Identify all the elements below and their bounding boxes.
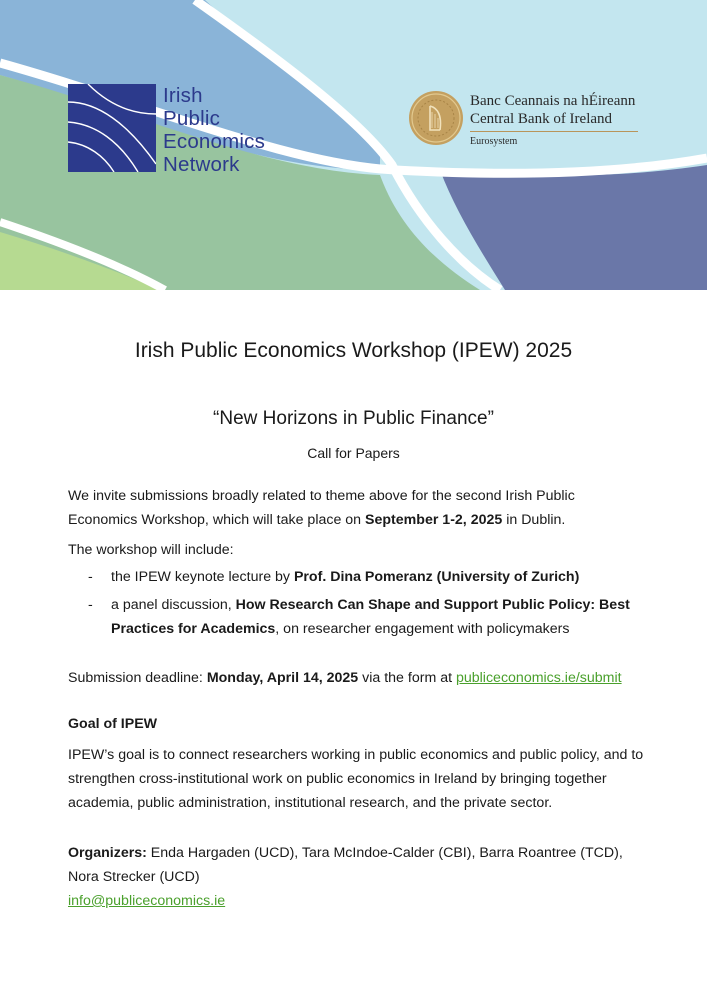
ipen-logo-line: Irish: [163, 84, 203, 107]
list-item-pre: a panel discussion,: [111, 597, 236, 613]
logo-divider: [470, 131, 638, 132]
ipen-logo-line: Network: [163, 153, 240, 176]
deadline-date: Monday, April 14, 2025: [206, 670, 359, 686]
eurosystem-label: Eurosystem: [470, 136, 518, 147]
page-title: Irish Public Economics Workshop (IPEW) 2025: [134, 339, 573, 362]
organizers-names: Enda Hargaden (UCD), Tara McIndoe-Calder (CBI), Barra Roantree (TCD), Nora Strecker (UCD): [68, 845, 623, 885]
ipen-logo-text: [163, 84, 265, 176]
call-for-papers-label: Call for Papers: [307, 445, 400, 461]
bullet-dash: -: [88, 597, 93, 613]
central-bank-logo: [408, 90, 648, 150]
harp-seal-icon: [408, 90, 464, 146]
submission-link[interactable]: publiceconomics.ie/submit: [455, 670, 622, 686]
list-item-text: [111, 593, 651, 641]
central-bank-name-irish: Banc Ceannais na hÉireann: [470, 93, 636, 109]
goal-heading: Goal of IPEW: [68, 716, 158, 732]
email-link[interactable]: info@publiceconomics.ie: [68, 893, 226, 909]
ipen-logo-line: Economics: [163, 130, 266, 153]
deadline-mid: via the form at: [358, 670, 456, 686]
keynote-speaker: Prof. Dina Pomeranz (University of Zurich): [293, 569, 580, 585]
header-banner: [0, 0, 707, 290]
central-bank-text: [470, 92, 638, 147]
list-item-pre: the IPEW keynote lecture by: [111, 569, 294, 585]
ipen-logo-mark-icon: [68, 84, 156, 172]
list-item-text: [111, 565, 651, 589]
deadline-paragraph: [68, 666, 648, 690]
workshop-dates: September 1-2, 2025: [365, 512, 503, 528]
central-bank-name-english: Central Bank of Ireland: [470, 111, 613, 127]
intro-text-end: in Dublin.: [502, 512, 566, 528]
ipen-logo: [68, 84, 288, 176]
deadline-label: Submission deadline:: [68, 670, 207, 686]
ipen-logo-line: Public: [163, 107, 221, 130]
goal-paragraph: IPEW’s goal is to connect researchers working in public economics and public policy, and to strengthen cross-institutional work on public economics in Ireland by bringing together academia, public administration, institutional research, and the private sector.: [68, 747, 644, 811]
subtitle: “New Horizons in Public Finance”: [213, 408, 494, 429]
intro-text: We invite submissions broadly related to theme above for the second Irish Public Economics Workshop, which will take place on: [68, 488, 575, 528]
organizers-paragraph: [68, 841, 648, 889]
contact-email: [68, 893, 225, 909]
workshop-include-label: The workshop will include:: [68, 542, 234, 558]
panel-title: How Research Can Shape and Support Public Policy: Best Practices for Academics: [111, 597, 630, 637]
list-item-post: , on researcher engagement with policymakers: [275, 621, 570, 637]
organizers-label: Organizers:: [68, 845, 147, 861]
bullet-dash: -: [88, 569, 93, 585]
intro-paragraph: [68, 484, 648, 532]
